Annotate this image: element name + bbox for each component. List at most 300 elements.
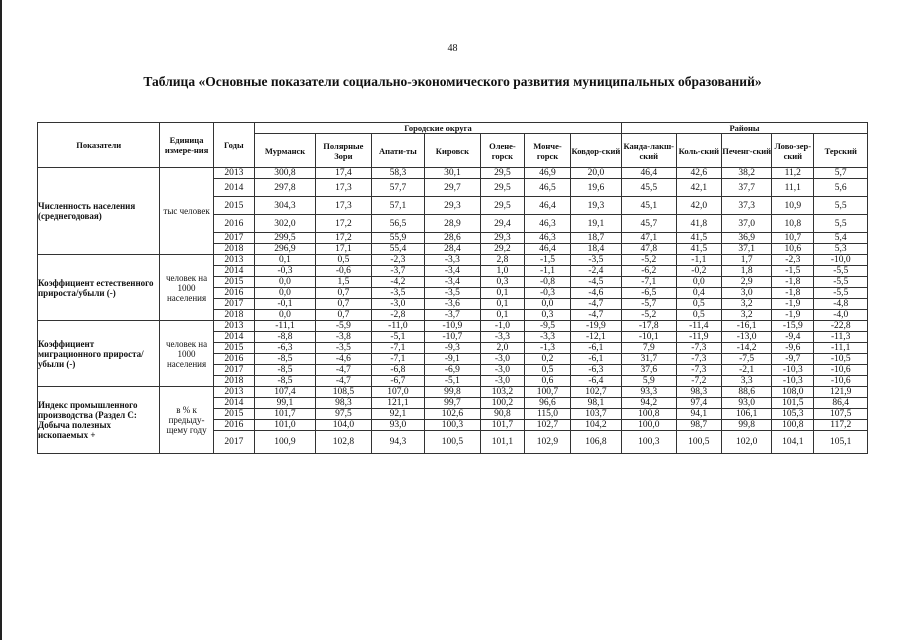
value-cell: 31,7 [622,354,677,365]
value-cell: -7,2 [676,376,722,387]
value-cell: 93,3 [622,387,677,398]
value-cell: 17,3 [316,197,372,215]
year-cell: 2015 [213,197,254,215]
value-cell: -7,5 [722,354,772,365]
value-cell: 99,8 [425,387,481,398]
value-cell: 299,5 [254,233,315,244]
year-cell: 2015 [213,277,254,288]
value-cell: -6,4 [570,376,621,387]
indicator-label: Индекс промышленного производства (Раздел С: Добыча полезных ископаемых + [38,387,160,454]
header-indicator: Показатели [38,123,160,168]
value-cell: 29,7 [425,179,481,197]
value-cell: -12,1 [570,332,621,343]
value-cell: -0,3 [254,266,315,277]
value-cell: -4,7 [570,299,621,310]
value-cell: -7,3 [676,343,722,354]
value-cell: 0,0 [254,277,315,288]
value-cell: 28,6 [425,233,481,244]
value-cell: -17,8 [622,321,677,332]
value-cell: 45,7 [622,215,677,233]
value-cell: 37,7 [722,179,772,197]
value-cell: 18,4 [570,244,621,255]
value-cell: 100,3 [425,420,481,431]
value-cell: 0,0 [676,277,722,288]
value-cell: -3,4 [425,277,481,288]
value-cell: 121,9 [814,387,868,398]
value-cell: 29,3 [480,233,524,244]
value-cell: 302,0 [254,215,315,233]
value-cell: -4,6 [570,288,621,299]
value-cell: 3,0 [722,288,772,299]
value-cell: -10,0 [814,255,868,266]
header-column: Канда-лакш-ский [622,134,677,168]
header-years: Годы [213,123,254,168]
value-cell: 104,1 [772,431,814,454]
value-cell: 17,4 [316,168,372,179]
value-cell: -4,8 [814,299,868,310]
value-cell: -5,5 [814,266,868,277]
value-cell: -10,5 [814,354,868,365]
value-cell: 46,4 [525,244,571,255]
value-cell: -5,5 [814,288,868,299]
value-cell: -4,2 [371,277,424,288]
value-cell: -3,5 [316,343,372,354]
header-column: Печенг-ский [722,134,772,168]
value-cell: 99,7 [425,398,481,409]
year-cell: 2018 [213,244,254,255]
value-cell: -1,8 [772,277,814,288]
year-cell: 2013 [213,168,254,179]
year-cell: 2016 [213,420,254,431]
year-cell: 2014 [213,398,254,409]
value-cell: 2,0 [480,343,524,354]
value-cell: 3,2 [722,299,772,310]
value-cell: 29,5 [480,179,524,197]
value-cell: -1,8 [772,288,814,299]
value-cell: -3,7 [425,310,481,321]
value-cell: -19,9 [570,321,621,332]
year-cell: 2014 [213,266,254,277]
value-cell: -3,3 [525,332,571,343]
value-cell: 58,3 [371,168,424,179]
value-cell: 0,6 [525,376,571,387]
value-cell: -2,8 [371,310,424,321]
year-cell: 2017 [213,431,254,454]
value-cell: -11,0 [371,321,424,332]
value-cell: -14,2 [722,343,772,354]
year-cell: 2015 [213,409,254,420]
year-cell: 2016 [213,354,254,365]
value-cell: 37,3 [722,197,772,215]
value-cell: 117,2 [814,420,868,431]
value-cell: 17,1 [316,244,372,255]
year-cell: 2017 [213,365,254,376]
value-cell: -3,0 [480,365,524,376]
value-cell: -5,2 [622,310,677,321]
value-cell: 100,3 [622,431,677,454]
page-title: Таблица «Основные показатели социально-экономического развития муниципальных образований» [143,74,762,89]
value-cell: 115,0 [525,409,571,420]
value-cell: 5,3 [814,244,868,255]
value-cell: -4,7 [316,376,372,387]
value-cell: -4,6 [316,354,372,365]
value-cell: -5,5 [814,277,868,288]
value-cell: 100,5 [676,431,722,454]
value-cell: -0,3 [525,288,571,299]
value-cell: -3,5 [371,288,424,299]
value-cell: 1,7 [722,255,772,266]
value-cell: 0,1 [254,255,315,266]
value-cell: 106,8 [570,431,621,454]
value-cell: 101,5 [772,398,814,409]
value-cell: -11,1 [254,321,315,332]
value-cell: 57,1 [371,197,424,215]
value-cell: 11,1 [772,179,814,197]
value-cell: 104,2 [570,420,621,431]
value-cell: 100,7 [525,387,571,398]
value-cell: -6,3 [570,365,621,376]
value-cell: -1,3 [525,343,571,354]
value-cell: -3,6 [425,299,481,310]
value-cell: 5,4 [814,233,868,244]
value-cell: 20,0 [570,168,621,179]
value-cell: -10,6 [814,376,868,387]
value-cell: 29,4 [480,215,524,233]
value-cell: -11,4 [676,321,722,332]
value-cell: -8,5 [254,354,315,365]
value-cell: 92,1 [371,409,424,420]
year-cell: 2017 [213,299,254,310]
value-cell: 47,8 [622,244,677,255]
value-cell: -9,3 [425,343,481,354]
value-cell: -7,3 [676,365,722,376]
value-cell: -7,1 [371,354,424,365]
value-cell: -11,9 [676,332,722,343]
page-left-border [0,0,2,640]
value-cell: 28,4 [425,244,481,255]
value-cell: 41,5 [676,244,722,255]
value-cell: -4,5 [570,277,621,288]
value-cell: -1,5 [772,266,814,277]
value-cell: -7,1 [622,277,677,288]
value-cell: 107,0 [371,387,424,398]
value-cell: 102,7 [570,387,621,398]
value-cell: 5,6 [814,179,868,197]
value-cell: 45,1 [622,197,677,215]
value-cell: -10,1 [622,332,677,343]
value-cell: 17,2 [316,215,372,233]
value-cell: 19,1 [570,215,621,233]
year-cell: 2018 [213,376,254,387]
value-cell: 0,1 [480,288,524,299]
value-cell: 41,8 [676,215,722,233]
value-cell: 105,1 [814,431,868,454]
value-cell: 97,4 [676,398,722,409]
value-cell: 29,3 [425,197,481,215]
value-cell: 101,7 [254,409,315,420]
value-cell: -6,9 [425,365,481,376]
value-cell: 103,7 [570,409,621,420]
value-cell: 102,9 [525,431,571,454]
value-cell: -2,4 [570,266,621,277]
value-cell: 10,8 [772,215,814,233]
value-cell: -3,5 [425,288,481,299]
header-column: Апати-ты [371,134,424,168]
year-cell: 2017 [213,233,254,244]
value-cell: 29,2 [480,244,524,255]
value-cell: 30,1 [425,168,481,179]
year-cell: 2018 [213,310,254,321]
value-cell: -22,8 [814,321,868,332]
value-cell: 100,9 [254,431,315,454]
value-cell: -3,4 [425,266,481,277]
value-cell: 47,1 [622,233,677,244]
value-cell: 10,7 [772,233,814,244]
value-cell: 3,2 [722,310,772,321]
value-cell: 0,5 [676,299,722,310]
value-cell: 103,2 [480,387,524,398]
value-cell: 2,8 [480,255,524,266]
value-cell: 0,1 [480,310,524,321]
value-cell: 104,0 [316,420,372,431]
indicator-label: Коэффициент миграционного прироста/убыли (-) [38,321,160,387]
value-cell: 29,5 [480,197,524,215]
value-cell: 94,3 [371,431,424,454]
year-cell: 2014 [213,332,254,343]
value-cell: -2,3 [772,255,814,266]
value-cell: 45,5 [622,179,677,197]
value-cell: 46,9 [525,168,571,179]
value-cell: 0,5 [676,310,722,321]
year-cell: 2013 [213,387,254,398]
value-cell: 100,5 [425,431,481,454]
value-cell: 0,0 [254,288,315,299]
value-cell: 19,3 [570,197,621,215]
value-cell: 99,8 [722,420,772,431]
value-cell: 1,5 [316,277,372,288]
header-column: Олене-горск [480,134,524,168]
value-cell: 106,1 [722,409,772,420]
table-row [38,321,868,332]
value-cell: -8,8 [254,332,315,343]
value-cell: -9,6 [772,343,814,354]
value-cell: 42,0 [676,197,722,215]
header-column: Коль-ский [676,134,722,168]
value-cell: -0,8 [525,277,571,288]
year-cell: 2013 [213,321,254,332]
value-cell: 304,3 [254,197,315,215]
value-cell: 0,7 [316,288,372,299]
value-cell: 99,1 [254,398,315,409]
value-cell: 10,9 [772,197,814,215]
value-cell: -8,5 [254,376,315,387]
value-cell: -6,5 [622,288,677,299]
value-cell: 100,2 [480,398,524,409]
value-cell: 93,0 [371,420,424,431]
value-cell: 107,4 [254,387,315,398]
value-cell: 3,3 [722,376,772,387]
value-cell: 86,4 [814,398,868,409]
value-cell: -7,1 [371,343,424,354]
value-cell: 46,3 [525,233,571,244]
value-cell: 55,9 [371,233,424,244]
value-cell: 5,9 [622,376,677,387]
value-cell: 42,1 [676,179,722,197]
value-cell: 17,3 [316,179,372,197]
value-cell: -6,1 [570,343,621,354]
value-cell: 5,5 [814,215,868,233]
value-cell: 93,0 [722,398,772,409]
value-cell: -7,3 [676,354,722,365]
header-column: Кировск [425,134,481,168]
indicator-label: Численность населения (среднегодовая) [38,168,160,255]
value-cell: 94,2 [622,398,677,409]
value-cell: 90,8 [480,409,524,420]
value-cell: 102,7 [525,420,571,431]
value-cell: 42,6 [676,168,722,179]
value-cell: -9,7 [772,354,814,365]
value-cell: 102,8 [316,431,372,454]
value-cell: -11,3 [814,332,868,343]
value-cell: 29,5 [480,168,524,179]
value-cell: -6,8 [371,365,424,376]
value-cell: 7,9 [622,343,677,354]
header-group-districts: Районы [622,123,868,134]
value-cell: 100,0 [622,420,677,431]
value-cell: -2,3 [371,255,424,266]
value-cell: 5,5 [814,197,868,215]
value-cell: 121,1 [371,398,424,409]
page-number: 48 [447,43,458,54]
value-cell: 98,3 [316,398,372,409]
value-cell: -8,5 [254,365,315,376]
value-cell: -10,3 [772,376,814,387]
table-row [38,255,868,266]
header-group-urban: Городские округа [254,123,621,134]
value-cell: 10,6 [772,244,814,255]
value-cell: -0,2 [676,266,722,277]
value-cell: -5,9 [316,321,372,332]
value-cell: 0,5 [316,255,372,266]
value-cell: 94,1 [676,409,722,420]
value-cell: 2,9 [722,277,772,288]
value-cell: -3,7 [371,266,424,277]
value-cell: -3,3 [480,332,524,343]
value-cell: 0,7 [316,310,372,321]
value-cell: 0,2 [525,354,571,365]
value-cell: 101,0 [254,420,315,431]
value-cell: 96,6 [525,398,571,409]
value-cell: -5,7 [622,299,677,310]
indicator-label: Коэффициент естественного прироста/убыли (-) [38,255,160,321]
value-cell: -10,7 [425,332,481,343]
value-cell: 18,7 [570,233,621,244]
header-unit: Единица измере-ния [160,123,213,168]
value-cell: 37,6 [622,365,677,376]
value-cell: 37,0 [722,215,772,233]
value-cell: 55,4 [371,244,424,255]
table-row [38,387,868,398]
value-cell: 0,5 [525,365,571,376]
value-cell: -6,7 [371,376,424,387]
value-cell: -15,9 [772,321,814,332]
value-cell: 0,7 [316,299,372,310]
value-cell: 37,1 [722,244,772,255]
value-cell: -1,0 [480,321,524,332]
value-cell: -6,3 [254,343,315,354]
value-cell: -1,1 [676,255,722,266]
value-cell: -2,1 [722,365,772,376]
value-cell: -10,3 [772,365,814,376]
value-cell: 98,1 [570,398,621,409]
year-cell: 2015 [213,343,254,354]
value-cell: 100,8 [772,420,814,431]
value-cell: 57,7 [371,179,424,197]
unit-label: в % к предыду-щему году [160,387,213,454]
value-cell: 46,5 [525,179,571,197]
value-cell: 296,9 [254,244,315,255]
value-cell: 17,2 [316,233,372,244]
value-cell: -11,1 [814,343,868,354]
value-cell: -3,5 [570,255,621,266]
header-column: Мурманск [254,134,315,168]
header-column: Ковдор-ский [570,134,621,168]
value-cell: 1,0 [480,266,524,277]
value-cell: -4,7 [316,365,372,376]
value-cell: -9,1 [425,354,481,365]
header-column: Полярные Зори [316,134,372,168]
header-column: Монче-горск [525,134,571,168]
value-cell: -3,0 [480,376,524,387]
value-cell: 88,6 [722,387,772,398]
value-cell: -6,1 [570,354,621,365]
value-cell: -1,5 [525,255,571,266]
value-cell: 0,4 [676,288,722,299]
value-cell: 105,3 [772,409,814,420]
unit-label: человек на 1000 населения [160,255,213,321]
value-cell: 46,3 [525,215,571,233]
year-cell: 2016 [213,288,254,299]
value-cell: 46,4 [622,168,677,179]
value-cell: 56,5 [371,215,424,233]
value-cell: 36,9 [722,233,772,244]
value-cell: -4,0 [814,310,868,321]
header-column: Терский [814,134,868,168]
value-cell: -9,5 [525,321,571,332]
value-cell: -1,1 [525,266,571,277]
year-cell: 2013 [213,255,254,266]
value-cell: -5,1 [371,332,424,343]
value-cell: 0,0 [525,299,571,310]
value-cell: 102,0 [722,431,772,454]
value-cell: 46,4 [525,197,571,215]
value-cell: 19,6 [570,179,621,197]
value-cell: -16,1 [722,321,772,332]
value-cell: 41,5 [676,233,722,244]
indicators-table [37,122,868,454]
value-cell: 102,6 [425,409,481,420]
value-cell: 101,7 [480,420,524,431]
value-cell: 28,9 [425,215,481,233]
value-cell: 101,1 [480,431,524,454]
value-cell: 100,8 [622,409,677,420]
value-cell: 0,0 [254,310,315,321]
value-cell: 5,7 [814,168,868,179]
value-cell: 1,8 [722,266,772,277]
value-cell: -3,0 [371,299,424,310]
value-cell: -3,3 [425,255,481,266]
value-cell: 108,0 [772,387,814,398]
